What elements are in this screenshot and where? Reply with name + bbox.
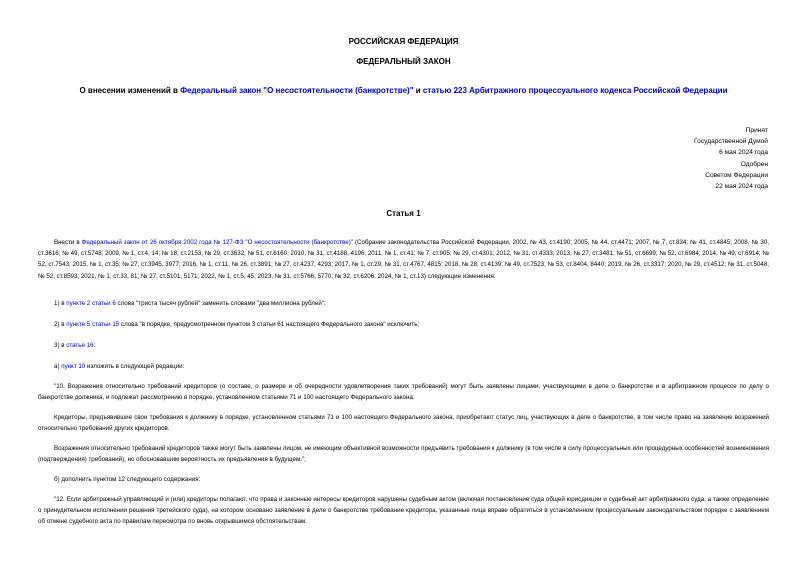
adopted-date: 6 мая 2024 года: [719, 149, 768, 157]
intro-law-link[interactable]: Федеральный закон от 26 октября 2002 года № 127-ФЗ "О несостоятельности (банкротстве)": [81, 239, 353, 246]
item-1-text-rest: слова "триста тысяч рублей" заменить словами "два миллиона рублей";: [115, 300, 326, 307]
article-intro: [38, 237, 769, 282]
quote-paragraph-3: Возражения относительно требований кредиторов также могут быть заявлены лицом, не имеющим объективной возможности предъявить требования к должнику (в том числе в силу процессуальных или процедурных особенностей возникновения (подтверждения) требований), но обосновавшим вероятность их предъявления в будущем.";: [38, 445, 769, 464]
item-3b: б) дополнить пунктом 12 следующего содержания:: [54, 476, 201, 483]
item-2-text: 2) в: [54, 321, 67, 328]
item-2: [38, 319, 769, 330]
item-2-link[interactable]: пункте 5 статьи 15: [66, 321, 120, 328]
quote-paragraph-4: "12. Если арбитражный управляющий и (или) кредиторы полагают, что права и законные интересы кредиторов нарушены судебным актом (включая постановление суда общей юрисдикции и судебный акт арбитражного суда, а также определение о принудительном исполнении решения третейского суда), на котором основано заявление в деле о банкротстве требование кредитора, указанные лица вправе обратиться в установленном процессуальным законодательством порядке с заявлением об отмене судебного акта по правилам пересмотра по вновь открывшимся обстоятельствам.: [38, 496, 769, 526]
item-1: [38, 298, 769, 309]
quote-paragraph-2: Кредиторы, предъявившие свои требования к должнику в порядке, установленном статьями 71 и 100 настоящего Федерального закона, приобретают статус лиц, участвующих в деле о банкротстве, в том числе право на заявление возражений относительно требований других кредиторов.: [38, 414, 769, 433]
approved-body: Советом Федерации: [705, 171, 768, 179]
item-2-text-rest: слова "в порядке, предусмотренном пунктом 3 статьи 61 настоящего Федерального закона" исключить;: [119, 321, 420, 328]
law-title: [0, 86, 807, 96]
intro-text: Внести в: [54, 239, 82, 246]
item-3a: [38, 361, 769, 372]
item-3a-text-rest: изложить в следующей редакции:: [85, 363, 185, 370]
quote-paragraph-1: "10. Возражения относительно требований кредиторов (о составе, о размере и об очередности удовлетворения таких требований) могут быть заявлены лицами, участвующими в деле о банкротстве и в арбитражном процессе по делу о банкротстве должника, и подлежат рассмотрению в порядке, установленном статьями 71 и 100 настоящего Федерального закона.: [38, 383, 769, 402]
law-title-text: О внесении изменений в: [79, 86, 181, 95]
approved-label: Одобрен: [740, 160, 768, 168]
item-3-text-rest: :: [93, 342, 96, 349]
intro-text-rest: (Собрание законодательства Российской Федерации, 2002, № 43, ст.4190; 2005, № 44, ст.4471; 2007, № 7, ст.834; № 41, ст.4845; 2008, № 30, ст.3616; № 49, ст.5748; 2009, № 1, ст.4, 14; № 18, ст.2153; № 29, ст.3632; № 51, ст.6160; 2010, № 31, ст.4188, 4196; 2011, № 1, ст.41; № 7, ст.905; № 29, ст.4301; 2012, № 31, ст.4333; 2013, № 27, ст.3481; № 51, ст.6699; № 52, ст.6984; 2014, № 49, ст.6914; № 52, ст.7543; 2015, № 1, ст.35; № 27, ст.3945, 3977; 2016, № 1, ст.11; № 26, ст.3891; № 27, ст.4237, 4293; 2017, № 1, ст.29; № 31, ст.4767, 4815; 2018, № 28, ст.4139; № 49, ст.7523; № 53, ст.8404, 8440; 2019, № 26, ст.3317; 2020, № 29, ст.4512; № 31, ст.5048; № 52, ст.8593; 2021, № 1, ст.33, 81; № 27, ст.5101, 5171; 2022, № 1, ст.5, 45; 2023, № 31, ст.5766, 5770; № 32, ст.6206; 2024, № 1, ст.13) следующие изменения:: [38, 239, 769, 280]
item-1-text: 1) в: [54, 300, 67, 307]
federation-heading: РОССИЙСКАЯ ФЕДЕРАЦИЯ: [348, 37, 459, 46]
article-title: Статья 1: [386, 209, 421, 218]
adopted-label: Принят: [745, 127, 768, 134]
approved-date: 22 мая 2024 года: [715, 183, 768, 191]
item-3a-link[interactable]: пункт 10: [61, 363, 86, 370]
adoption-block: [694, 125, 768, 192]
law-type-heading: ФЕДЕРАЛЬНЫЙ ЗАКОН: [356, 57, 451, 66]
adopted-body: Государственной Думой: [694, 138, 768, 146]
law-title-link-2[interactable]: статью 223 Арбитражного процессуального кодекса Российской Федерации: [422, 86, 728, 95]
item-3a-text: а): [54, 363, 62, 370]
item-1-link[interactable]: пункте 2 статьи 6: [66, 300, 116, 307]
law-title-link[interactable]: Федеральный закон "О несостоятельности (банкротстве)": [180, 86, 414, 95]
item-3-link[interactable]: статье 16: [66, 342, 94, 349]
item-3-text: 3) в: [54, 342, 67, 349]
item-3: [38, 340, 769, 351]
law-title-text-mid: и: [413, 86, 423, 95]
